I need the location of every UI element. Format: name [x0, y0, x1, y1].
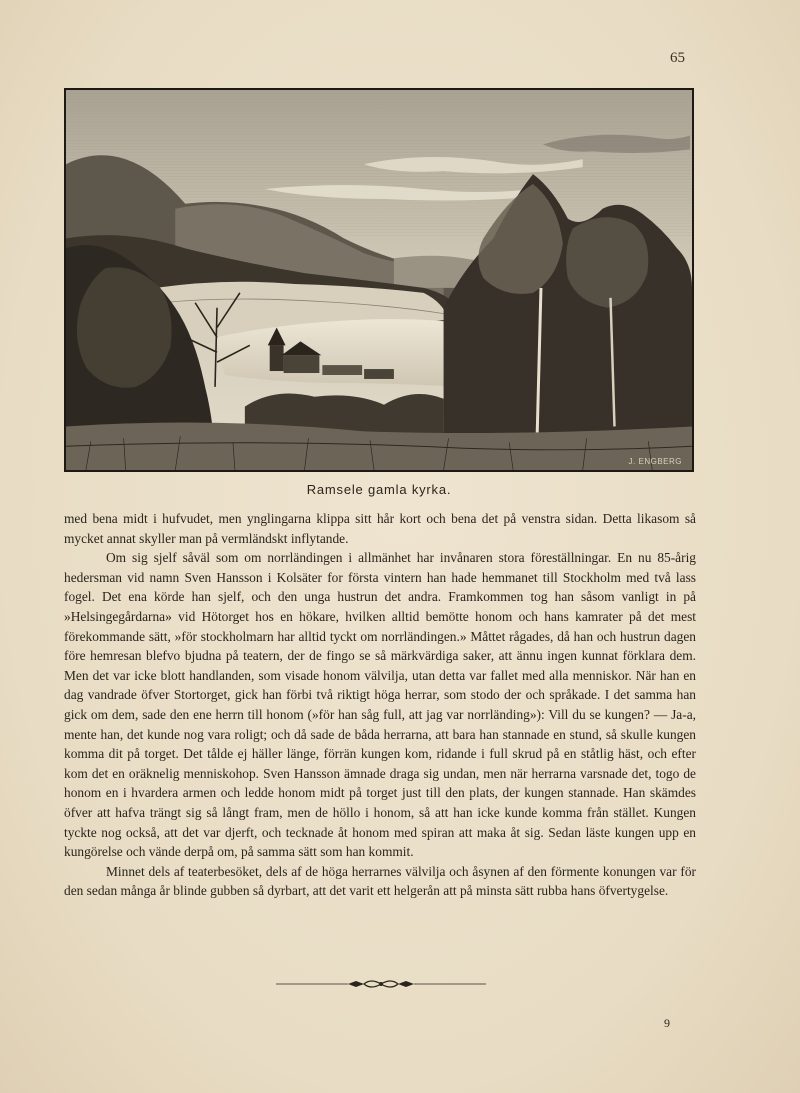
- decorative-ornament: [276, 975, 486, 993]
- engraver-signature: J. ENGBERG: [628, 457, 682, 466]
- landscape-engraving: [66, 90, 692, 470]
- paragraph: Minnet dels af teaterbesöket, dels af de höga herrarnes välvilja och åsynen af den förmente konungen var för den sedan många år blinde gubben så dyrbart, att det varit ett helgerån att på minsta sätt rubba hans öfvertygelse.: [64, 863, 696, 899]
- printer-signature-mark: 9: [664, 1016, 670, 1030]
- engraving-illustration: [64, 88, 694, 472]
- paragraph: Om sig sjelf såväl som om norrländingen i allmänhet har invånaren stora föreställningar. En nu 85-årig hedersman vid namn Sven Hansson i Kolsäter for första vintern han hade hemmanet till Stockholm med två lass fogel. Det ena körde han sjelf, och den unga hustrun det andra. Framkommen tog han såsom vanligt in på »Helsingegårdarna» vid Hötorget hos en hökare, hvilken alltid bemötte honom och hans kamrater på det mest förekommande sätt, »för stockholmarn har alltid tyckt om norrländingen.» Måttet rågades, då han och hustrun dagen före hemresan blefvo bjudna på teatern, der de fingo se så märkvärdiga saker, att ännu ingen kunnat förklara dem. Men det var icke blott handlanden, som visade honom välvilja, utan detta var fallet med alla menniskor. När han en dag vandrade öfver Stortorget, gick han förbi två riktigt höga herrar, som stodo der och språkade. I det samma han gick om dem, sade den ene herrn till honom (»för han såg full, att jag var norrländing»): Vill du se kungen? — Ja-a, mente han, det kunde nog vara roligt; och då sade de båda herrarna, att bara han stannade en stund, så skulle kungen komma dit på torget. Det tålde ej häller länge, förrän kungen kom, ridande i full skrud på en ståtlig häst, och efter kom det en oräknelig menniskohop. Sven Hansson ämnade draga sig undan, men när herrarna varsnade det, togo de honom en i hvardera armen och ledde honom midt på torget just till den plats, der kungen stannade. Han skämdes öfver att hafva trängt sig så långt fram, men de höllo i honom, så att han icke kunde komma från stället. Kungen tyckte nog också, att det var djerft, och tecknade åt honom med spiran att maka åt sig. Sedan läste kungen upp en kungörelse och vände derpå om, på samma sätt som han kommit.: [64, 550, 696, 860]
- page-number: 65: [670, 50, 685, 66]
- paragraph: med bena midt i hufvudet, men ynglingarna klippa sitt hår kort och bena det på venstra sidan. Detta likasom så mycket annat skyller man på vermländskt inflytande.: [64, 511, 696, 546]
- illustration-caption: Ramsele gamla kyrka.: [306, 482, 452, 497]
- body-text: [64, 509, 696, 901]
